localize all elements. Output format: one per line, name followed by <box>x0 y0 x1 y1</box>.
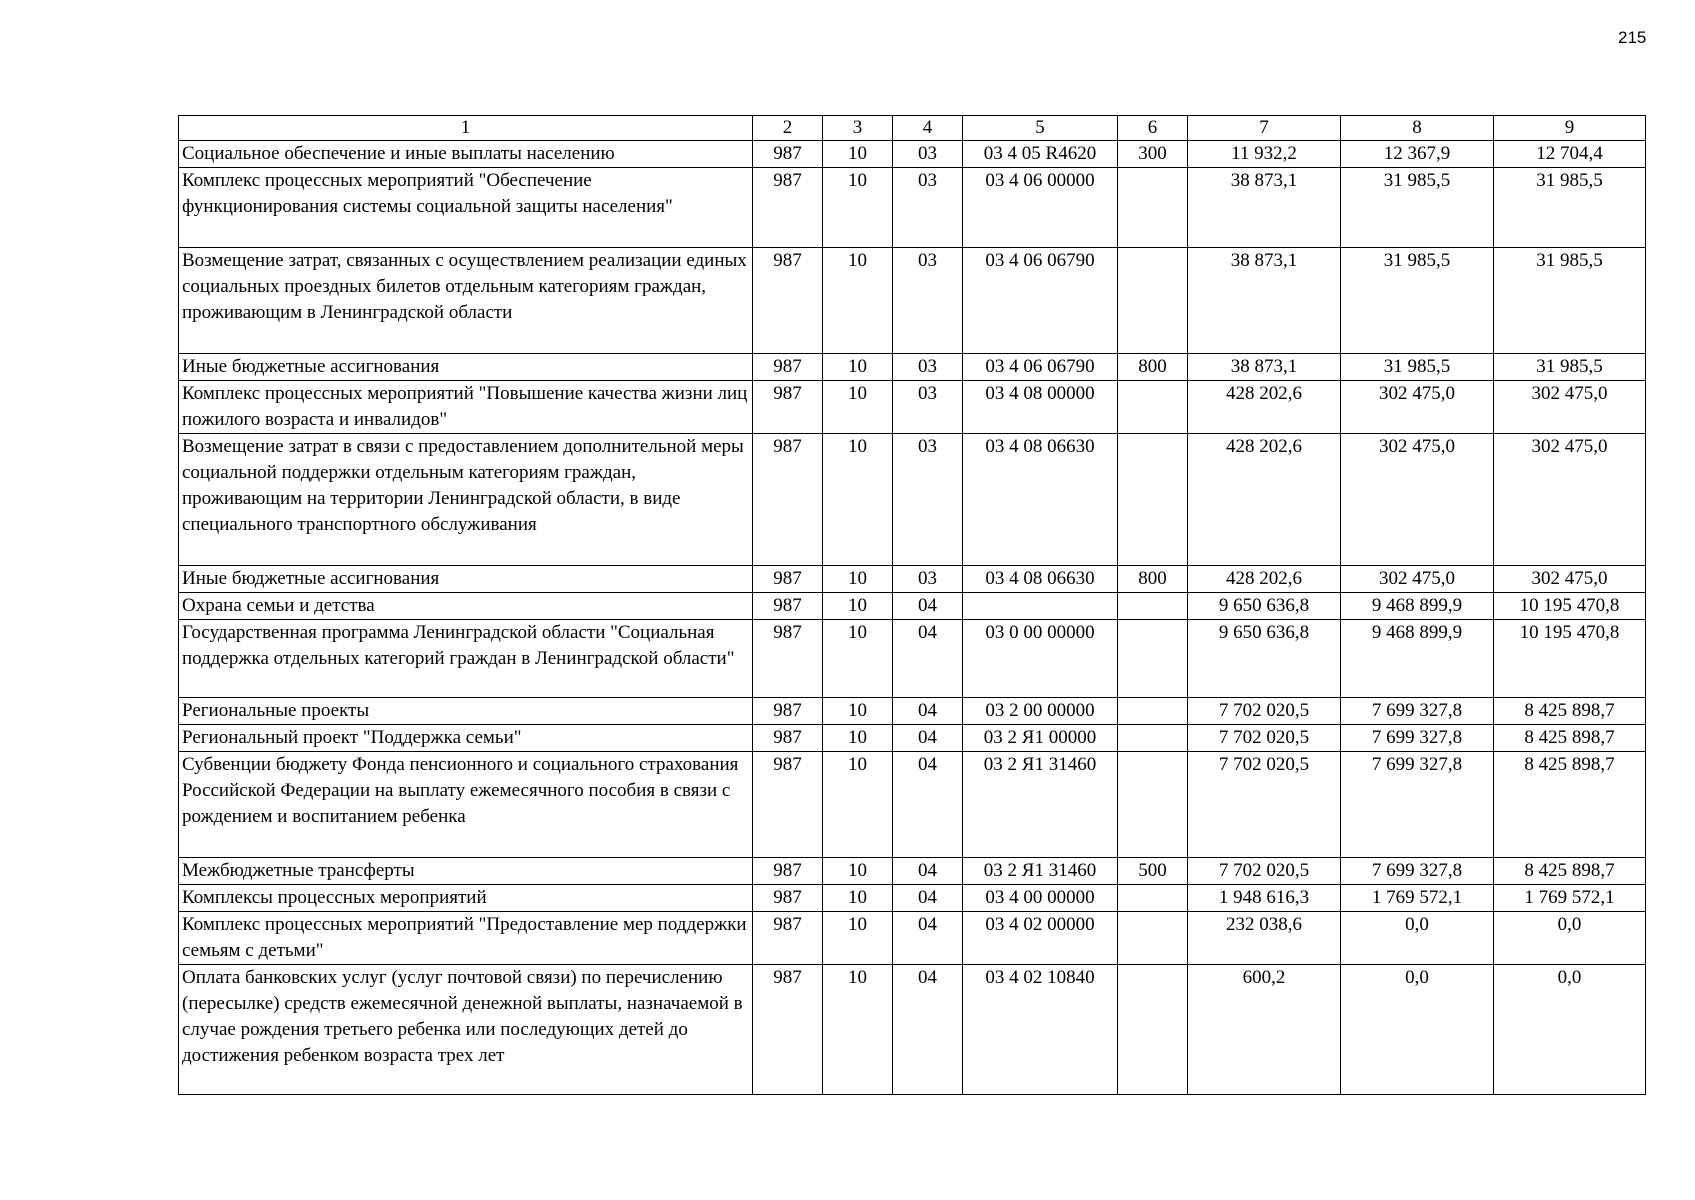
amount-cell-col9: 302 475,0 <box>1494 434 1646 566</box>
amount-cell-col9: 1 769 572,1 <box>1494 885 1646 912</box>
table-row <box>179 168 1646 248</box>
page-number: 215 <box>1618 28 1647 47</box>
section-code-cell: 10 <box>823 858 893 885</box>
amount-cell-col7: 428 202,6 <box>1188 566 1341 593</box>
target-article-cell: 03 4 06 00000 <box>963 168 1118 248</box>
chapter-code-cell: 987 <box>753 381 823 434</box>
row-name-cell: Межбюджетные трансферты <box>179 858 753 885</box>
target-article-cell: 03 2 Я1 00000 <box>963 725 1118 752</box>
subsection-code-cell: 04 <box>893 698 963 725</box>
expense-type-cell <box>1118 698 1188 725</box>
section-code-cell: 10 <box>823 965 893 1095</box>
target-article-cell: 03 4 02 00000 <box>963 912 1118 965</box>
amount-cell-col7: 38 873,1 <box>1188 354 1341 381</box>
subsection-code-cell: 03 <box>893 566 963 593</box>
table-row <box>179 566 1646 593</box>
amount-cell-col9: 31 985,5 <box>1494 248 1646 354</box>
amount-cell-col9: 12 704,4 <box>1494 141 1646 168</box>
chapter-code-cell: 987 <box>753 566 823 593</box>
amount-cell-col7: 7 702 020,5 <box>1188 725 1341 752</box>
target-article-cell: 03 4 06 06790 <box>963 248 1118 354</box>
target-article-cell: 03 4 08 06630 <box>963 566 1118 593</box>
header-cell: 2 <box>753 116 823 141</box>
table-row <box>179 141 1646 168</box>
amount-cell-col8: 0,0 <box>1341 912 1494 965</box>
header-cell: 7 <box>1188 116 1341 141</box>
subsection-code-cell: 03 <box>893 381 963 434</box>
table-row <box>179 725 1646 752</box>
expense-type-cell <box>1118 168 1188 248</box>
row-name-cell: Иные бюджетные ассигнования <box>179 566 753 593</box>
amount-cell-col9: 8 425 898,7 <box>1494 858 1646 885</box>
section-code-cell: 10 <box>823 620 893 698</box>
row-name-cell: Возмещение затрат в связи с предоставлением дополнительной меры социальной поддержки отдельным категориям граждан, проживающим на территории Ленинградской области, в виде специального транспортного обслуживания <box>179 434 753 566</box>
section-code-cell: 10 <box>823 912 893 965</box>
amount-cell-col7: 600,2 <box>1188 965 1341 1095</box>
row-name-cell: Социальное обеспечение и иные выплаты населению <box>179 141 753 168</box>
section-code-cell: 10 <box>823 752 893 858</box>
amount-cell-col8: 31 985,5 <box>1341 354 1494 381</box>
header-cell: 8 <box>1341 116 1494 141</box>
amount-cell-col8: 12 367,9 <box>1341 141 1494 168</box>
amount-cell-col9: 0,0 <box>1494 912 1646 965</box>
chapter-code-cell: 987 <box>753 168 823 248</box>
amount-cell-col7: 11 932,2 <box>1188 141 1341 168</box>
subsection-code-cell: 03 <box>893 434 963 566</box>
chapter-code-cell: 987 <box>753 912 823 965</box>
amount-cell-col8: 302 475,0 <box>1341 381 1494 434</box>
header-row <box>179 116 1646 141</box>
amount-cell-col8: 302 475,0 <box>1341 566 1494 593</box>
amount-cell-col7: 9 650 636,8 <box>1188 593 1341 620</box>
expense-type-cell: 800 <box>1118 566 1188 593</box>
amount-cell-col9: 0,0 <box>1494 965 1646 1095</box>
amount-cell-col9: 10 195 470,8 <box>1494 620 1646 698</box>
expense-type-cell <box>1118 620 1188 698</box>
amount-cell-col8: 9 468 899,9 <box>1341 593 1494 620</box>
subsection-code-cell: 04 <box>893 858 963 885</box>
chapter-code-cell: 987 <box>753 885 823 912</box>
table-row <box>179 752 1646 858</box>
table-row <box>179 593 1646 620</box>
amount-cell-col9: 302 475,0 <box>1494 381 1646 434</box>
amount-cell-col9: 8 425 898,7 <box>1494 752 1646 858</box>
amount-cell-col9: 31 985,5 <box>1494 354 1646 381</box>
amount-cell-col7: 1 948 616,3 <box>1188 885 1341 912</box>
chapter-code-cell: 987 <box>753 858 823 885</box>
amount-cell-col9: 302 475,0 <box>1494 566 1646 593</box>
header-cell: 5 <box>963 116 1118 141</box>
section-code-cell: 10 <box>823 248 893 354</box>
amount-cell-col7: 7 702 020,5 <box>1188 698 1341 725</box>
section-code-cell: 10 <box>823 141 893 168</box>
expense-type-cell <box>1118 725 1188 752</box>
amount-cell-col7: 9 650 636,8 <box>1188 620 1341 698</box>
chapter-code-cell: 987 <box>753 593 823 620</box>
chapter-code-cell: 987 <box>753 725 823 752</box>
amount-cell-col9: 10 195 470,8 <box>1494 593 1646 620</box>
table-row <box>179 965 1646 1095</box>
target-article-cell: 03 2 Я1 31460 <box>963 752 1118 858</box>
row-name-cell: Комплекс процессных мероприятий "Повышение качества жизни лиц пожилого возраста и инвалидов" <box>179 381 753 434</box>
subsection-code-cell: 04 <box>893 752 963 858</box>
table-row <box>179 912 1646 965</box>
row-name-cell: Региональные проекты <box>179 698 753 725</box>
target-article-cell: 03 0 00 00000 <box>963 620 1118 698</box>
table-row <box>179 248 1646 354</box>
chapter-code-cell: 987 <box>753 248 823 354</box>
row-name-cell: Иные бюджетные ассигнования <box>179 354 753 381</box>
amount-cell-col8: 1 769 572,1 <box>1341 885 1494 912</box>
table-row <box>179 381 1646 434</box>
subsection-code-cell: 04 <box>893 725 963 752</box>
expense-type-cell <box>1118 434 1188 566</box>
header-cell: 3 <box>823 116 893 141</box>
amount-cell-col8: 302 475,0 <box>1341 434 1494 566</box>
amount-cell-col7: 232 038,6 <box>1188 912 1341 965</box>
amount-cell-col7: 7 702 020,5 <box>1188 752 1341 858</box>
row-name-cell: Субвенции бюджету Фонда пенсионного и социального страхования Российской Федерации на выплату ежемесячного пособия в связи с рождением и воспитанием ребенка <box>179 752 753 858</box>
subsection-code-cell: 03 <box>893 168 963 248</box>
amount-cell-col7: 428 202,6 <box>1188 381 1341 434</box>
expense-type-cell <box>1118 381 1188 434</box>
target-article-cell: 03 4 08 06630 <box>963 434 1118 566</box>
expense-type-cell <box>1118 752 1188 858</box>
expense-type-cell <box>1118 912 1188 965</box>
target-article-cell <box>963 593 1118 620</box>
section-code-cell: 10 <box>823 593 893 620</box>
target-article-cell: 03 4 02 10840 <box>963 965 1118 1095</box>
chapter-code-cell: 987 <box>753 965 823 1095</box>
chapter-code-cell: 987 <box>753 620 823 698</box>
section-code-cell: 10 <box>823 885 893 912</box>
target-article-cell: 03 2 00 00000 <box>963 698 1118 725</box>
amount-cell-col8: 7 699 327,8 <box>1341 725 1494 752</box>
amount-cell-col7: 38 873,1 <box>1188 168 1341 248</box>
header-cell: 9 <box>1494 116 1646 141</box>
subsection-code-cell: 03 <box>893 354 963 381</box>
table-row <box>179 885 1646 912</box>
section-code-cell: 10 <box>823 698 893 725</box>
header-cell: 6 <box>1118 116 1188 141</box>
table-row <box>179 698 1646 725</box>
amount-cell-col8: 7 699 327,8 <box>1341 858 1494 885</box>
section-code-cell: 10 <box>823 381 893 434</box>
row-name-cell: Охрана семьи и детства <box>179 593 753 620</box>
target-article-cell: 03 4 08 00000 <box>963 381 1118 434</box>
expense-type-cell <box>1118 248 1188 354</box>
subsection-code-cell: 03 <box>893 248 963 354</box>
subsection-code-cell: 03 <box>893 141 963 168</box>
amount-cell-col8: 0,0 <box>1341 965 1494 1095</box>
subsection-code-cell: 04 <box>893 912 963 965</box>
chapter-code-cell: 987 <box>753 698 823 725</box>
row-name-cell: Государственная программа Ленинградской области "Социальная поддержка отдельных категорий граждан в Ленинградской области" <box>179 620 753 698</box>
section-code-cell: 10 <box>823 168 893 248</box>
target-article-cell: 03 2 Я1 31460 <box>963 858 1118 885</box>
table-row <box>179 858 1646 885</box>
subsection-code-cell: 04 <box>893 620 963 698</box>
subsection-code-cell: 04 <box>893 885 963 912</box>
target-article-cell: 03 4 06 06790 <box>963 354 1118 381</box>
row-name-cell: Комплексы процессных мероприятий <box>179 885 753 912</box>
expense-type-cell: 300 <box>1118 141 1188 168</box>
row-name-cell: Региональный проект "Поддержка семьи" <box>179 725 753 752</box>
section-code-cell: 10 <box>823 725 893 752</box>
subsection-code-cell: 04 <box>893 593 963 620</box>
chapter-code-cell: 987 <box>753 434 823 566</box>
target-article-cell: 03 4 05 R4620 <box>963 141 1118 168</box>
row-name-cell: Оплата банковских услуг (услуг почтовой связи) по перечислению (пересылке) средств ежемесячной денежной выплаты, назначаемой в случае рождения третьего ребенка или последующих детей до достижения ребенком возраста трех лет <box>179 965 753 1095</box>
budget-table <box>178 115 1646 1095</box>
section-code-cell: 10 <box>823 354 893 381</box>
amount-cell-col8: 7 699 327,8 <box>1341 698 1494 725</box>
amount-cell-col7: 38 873,1 <box>1188 248 1341 354</box>
expense-type-cell <box>1118 593 1188 620</box>
amount-cell-col8: 7 699 327,8 <box>1341 752 1494 858</box>
amount-cell-col8: 31 985,5 <box>1341 248 1494 354</box>
amount-cell-col8: 9 468 899,9 <box>1341 620 1494 698</box>
amount-cell-col9: 8 425 898,7 <box>1494 698 1646 725</box>
amount-cell-col7: 428 202,6 <box>1188 434 1341 566</box>
row-name-cell: Комплекс процессных мероприятий "Предоставление мер поддержки семьям с детьми" <box>179 912 753 965</box>
target-article-cell: 03 4 00 00000 <box>963 885 1118 912</box>
header-cell: 4 <box>893 116 963 141</box>
row-name-cell: Возмещение затрат, связанных с осуществлением реализации единых социальных проездных билетов отдельным категориям граждан, проживающим в Ленинградской области <box>179 248 753 354</box>
table-row <box>179 434 1646 566</box>
chapter-code-cell: 987 <box>753 752 823 858</box>
amount-cell-col8: 31 985,5 <box>1341 168 1494 248</box>
header-cell: 1 <box>179 116 753 141</box>
section-code-cell: 10 <box>823 566 893 593</box>
table-row <box>179 620 1646 698</box>
chapter-code-cell: 987 <box>753 354 823 381</box>
expense-type-cell: 500 <box>1118 858 1188 885</box>
expense-type-cell <box>1118 965 1188 1095</box>
subsection-code-cell: 04 <box>893 965 963 1095</box>
expense-type-cell: 800 <box>1118 354 1188 381</box>
amount-cell-col9: 31 985,5 <box>1494 168 1646 248</box>
amount-cell-col9: 8 425 898,7 <box>1494 725 1646 752</box>
table-row <box>179 354 1646 381</box>
expense-type-cell <box>1118 885 1188 912</box>
amount-cell-col7: 7 702 020,5 <box>1188 858 1341 885</box>
table-body <box>179 141 1646 1095</box>
section-code-cell: 10 <box>823 434 893 566</box>
chapter-code-cell: 987 <box>753 141 823 168</box>
row-name-cell: Комплекс процессных мероприятий "Обеспечение функционирования системы социальной защиты населения" <box>179 168 753 248</box>
